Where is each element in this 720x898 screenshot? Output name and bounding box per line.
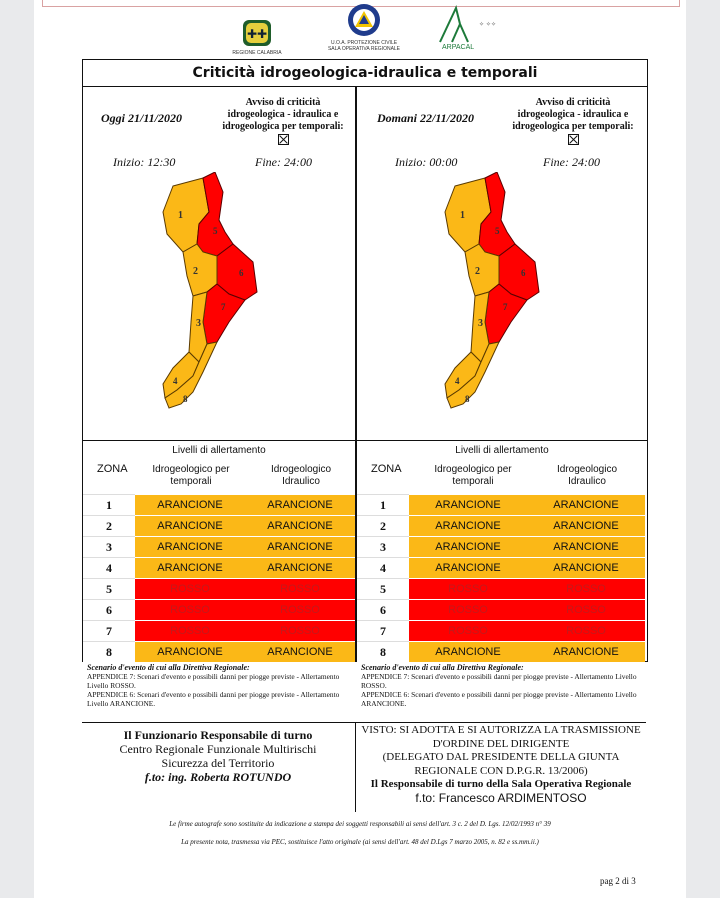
protezione-civile-emblem-icon xyxy=(344,2,384,38)
scenario-line: APPENDICE 6: Scenari d'evento e possibili danni per piogge previste - Allertamento Livello ARANCIONE. xyxy=(87,690,340,708)
alert-cell: ARANCIONE xyxy=(135,537,245,558)
checked-box-icon xyxy=(568,134,579,145)
alert-cell: ROSSO xyxy=(527,600,645,621)
zone-number: 5 xyxy=(357,579,409,600)
column-header-line: temporali xyxy=(452,476,494,487)
alert-cell: ROSSO xyxy=(527,621,645,642)
arpacal-logo xyxy=(434,4,524,51)
zone-number: 3 xyxy=(357,537,409,558)
column-header-line: Idrogeologico xyxy=(556,464,618,475)
svg-text:✚✚: ✚✚ xyxy=(246,27,268,41)
alert-cell: ARANCIONE xyxy=(135,558,245,579)
table-row xyxy=(83,495,355,516)
zone-number: 2 xyxy=(357,516,409,537)
logo-center-line-2: SALA OPERATIVA REGIONALE xyxy=(327,46,401,52)
avviso-line: Avviso di criticità xyxy=(535,97,611,108)
footnote: Le firme autografe sono sostituite da indicazione a stampa dei soggetti responsabili ai sensi dell'art. 3 c. 2 del D. Lgs. 12/02/1993 n° 39 xyxy=(169,820,551,828)
regione-calabria-emblem-icon xyxy=(240,18,274,48)
zone-number: 4 xyxy=(83,558,135,579)
signature-line: f.to: ing. Roberta ROTUNDO xyxy=(144,770,292,784)
zone-header: ZONA xyxy=(97,463,128,475)
column-header-line: Idraulico xyxy=(282,476,320,487)
alert-cell: ROSSO xyxy=(527,579,645,600)
zone-number: 3 xyxy=(83,537,135,558)
zone-number: 8 xyxy=(357,642,409,663)
page-number: pag 2 di 3 xyxy=(600,876,636,886)
panel-today xyxy=(83,87,353,708)
alert-cell: ARANCIONE xyxy=(409,537,527,558)
scenario-line: APPENDICE 7: Scenari d'evento e possibili danni per piogge previste - Allertamento Livello ROSSO. xyxy=(361,672,637,690)
map-label: 6 xyxy=(239,268,244,278)
avviso-line: idrogeologica - idraulica e xyxy=(517,109,629,120)
alert-cell: ARANCIONE xyxy=(135,642,245,663)
signature-right xyxy=(356,724,646,805)
panel-date: Domani 22/11/2020 xyxy=(377,111,475,125)
table-row xyxy=(83,516,355,537)
map-label: 1 xyxy=(460,210,465,221)
map-label: 5 xyxy=(495,226,500,236)
table-row xyxy=(357,642,645,663)
map-label: 3 xyxy=(478,318,483,329)
signature-line: VISTO: SI ADOTTA E SI AUTORIZZA LA TRASMISSIONE xyxy=(361,724,641,736)
logo-center-line-1: U.O.A. PROTEZIONE CIVILE xyxy=(330,40,398,46)
panel-date: Oggi 21/11/2020 xyxy=(101,111,183,125)
scenario-line: APPENDICE 7: Scenari d'evento e possibili danni per piogge previste - Allertamento Livello ROSSO. xyxy=(87,672,340,690)
avviso-line: idrogeologica - idraulica e xyxy=(227,109,339,120)
alert-cell: ARANCIONE xyxy=(135,516,245,537)
alert-cell: ARANCIONE xyxy=(409,495,527,516)
zone-number: 5 xyxy=(83,579,135,600)
bulletin-frame xyxy=(82,59,648,708)
signature-line: D'ORDINE DEL DIRIGENTE xyxy=(432,737,570,750)
alert-cell: ARANCIONE xyxy=(527,558,645,579)
alert-cell: ROSSO xyxy=(135,600,245,621)
calabria-alert-map xyxy=(133,172,293,442)
avviso-box xyxy=(213,97,353,149)
map-label: 1 xyxy=(178,210,183,221)
alert-cell: ROSSO xyxy=(245,621,355,642)
map-label: 2 xyxy=(193,266,198,277)
alert-cell: ROSSO xyxy=(409,621,527,642)
column-header-idraulico xyxy=(251,460,351,488)
logo-left-text: REGIONE CALABRIA xyxy=(232,50,282,56)
alert-cell: ROSSO xyxy=(135,579,245,600)
alert-cell: ARANCIONE xyxy=(527,537,645,558)
scenario-notes xyxy=(87,663,359,708)
bulletin-title: Criticità idrogeologica-idraulica e temporali xyxy=(83,60,647,87)
alert-cell: ARANCIONE xyxy=(135,495,245,516)
column-header-line: Idrogeologico xyxy=(270,464,332,475)
table-row xyxy=(83,579,355,600)
alert-cell: ROSSO xyxy=(245,600,355,621)
map-label: 3 xyxy=(196,318,201,329)
scenario-notes xyxy=(361,663,645,708)
signature-left xyxy=(82,728,354,784)
zone-number: 6 xyxy=(357,600,409,621)
table-row xyxy=(357,621,645,642)
signature-divider xyxy=(82,722,646,723)
zone-header: ZONA xyxy=(371,463,402,475)
start-time: Inizio: 12:30 xyxy=(113,155,176,169)
column-header-line: Idrogeologico per xyxy=(152,464,230,475)
alert-cell: ARANCIONE xyxy=(245,558,355,579)
signature-line: Il Funzionario Responsabile di turno xyxy=(123,728,313,742)
column-header-line: Idrogeologico per xyxy=(434,464,512,475)
scenario-title: Scenario d'evento di cui alla Direttiva Regionale: xyxy=(87,663,250,672)
alert-cell: ARANCIONE xyxy=(527,642,645,663)
zone-number: 7 xyxy=(357,621,409,642)
alert-cell: ROSSO xyxy=(245,579,355,600)
table-row xyxy=(357,495,645,516)
end-time: Fine: 24:00 xyxy=(255,155,312,169)
svg-text:✧ ✧✧: ✧ ✧✧ xyxy=(479,21,496,28)
zone-number: 4 xyxy=(357,558,409,579)
avviso-line: idrogeologica per temporali: xyxy=(512,121,634,132)
column-header-temporali xyxy=(423,460,523,488)
map-label: 4 xyxy=(455,376,460,386)
column-header-temporali xyxy=(141,460,241,488)
zone-number: 6 xyxy=(83,600,135,621)
checked-box-icon xyxy=(278,134,289,145)
alert-cell: ARANCIONE xyxy=(245,516,355,537)
map-label: 2 xyxy=(475,266,480,277)
table-row xyxy=(357,537,645,558)
signature-line: REGIONALE CON D.P.G.R. 13/2006) xyxy=(414,764,588,777)
alert-cell: ARANCIONE xyxy=(527,516,645,537)
arpacal-emblem-icon xyxy=(434,4,520,44)
start-time: Inizio: 00:00 xyxy=(395,155,458,169)
alert-cell: ROSSO xyxy=(409,579,527,600)
table-row xyxy=(83,642,355,663)
calabria-alert-map xyxy=(415,172,575,442)
avviso-line: idrogeologica per temporali: xyxy=(222,121,344,132)
zone-alert-table xyxy=(357,494,645,662)
zone-number: 1 xyxy=(357,495,409,516)
alert-cell: ARANCIONE xyxy=(409,516,527,537)
scenario-line: APPENDICE 6: Scenari d'evento e possibili danni per piogge previste - Allertamento Livello ARANCIONE. xyxy=(361,690,637,708)
levels-heading: Livelli di allertamento xyxy=(357,440,647,461)
zone-number: 1 xyxy=(83,495,135,516)
logo-right-text: ARPACAL xyxy=(442,44,475,51)
alert-cell: ARANCIONE xyxy=(245,642,355,663)
zone-number: 8 xyxy=(83,642,135,663)
table-row xyxy=(357,558,645,579)
avviso-line: Avviso di criticità xyxy=(245,97,321,108)
map-label: 6 xyxy=(521,268,526,278)
alert-cell: ARANCIONE xyxy=(409,558,527,579)
table-row xyxy=(357,600,645,621)
table-row xyxy=(357,579,645,600)
panel-tomorrow xyxy=(357,87,647,708)
signature-divider xyxy=(355,722,356,812)
footnote: La presente nota, trasmessa via PEC, sostituisce l'atto originale (ai sensi dell'art. 48 del D.Lgs 7 marzo 2005, n. 82 e ss.mm.ii.) xyxy=(181,838,539,846)
zone-number: 2 xyxy=(83,516,135,537)
alert-cell: ARANCIONE xyxy=(245,537,355,558)
table-row xyxy=(83,537,355,558)
map-label: 7 xyxy=(221,302,226,312)
levels-heading: Livelli di allertamento xyxy=(83,440,355,461)
column-header-idraulico xyxy=(537,460,637,488)
protezione-civile-logo xyxy=(318,2,410,52)
table-row xyxy=(83,558,355,579)
signature-line: Il Responsabile di turno della Sala Operativa Regionale xyxy=(370,778,632,790)
alert-cell: ROSSO xyxy=(409,600,527,621)
alert-cell: ARANCIONE xyxy=(527,495,645,516)
end-time: Fine: 24:00 xyxy=(543,155,600,169)
alert-cell: ARANCIONE xyxy=(245,495,355,516)
regione-calabria-logo xyxy=(222,18,292,56)
alert-cell: ARANCIONE xyxy=(409,642,527,663)
column-header-line: Idraulico xyxy=(568,476,606,487)
zone-number: 7 xyxy=(83,621,135,642)
table-row xyxy=(83,621,355,642)
map-label: 7 xyxy=(503,302,508,312)
scenario-title: Scenario d'evento di cui alla Direttiva Regionale: xyxy=(361,663,524,672)
signature-line: Centro Regionale Funzionale Multirischi xyxy=(119,742,317,756)
zone-alert-table xyxy=(83,494,355,662)
column-header-line: temporali xyxy=(170,476,212,487)
map-label: 8 xyxy=(183,394,188,404)
map-label: 5 xyxy=(213,226,218,236)
table-row xyxy=(357,516,645,537)
signature-line: Sicurezza del Territorio xyxy=(161,756,275,770)
avviso-box xyxy=(503,97,643,149)
map-label: 8 xyxy=(465,394,470,404)
signature-line: (DELEGATO DAL PRESIDENTE DELLA GIUNTA xyxy=(382,751,620,763)
table-row xyxy=(83,600,355,621)
signature-line: f.to: Francesco ARDIMENTOSO xyxy=(415,790,587,805)
alert-cell: ROSSO xyxy=(135,621,245,642)
map-label: 4 xyxy=(173,376,178,386)
